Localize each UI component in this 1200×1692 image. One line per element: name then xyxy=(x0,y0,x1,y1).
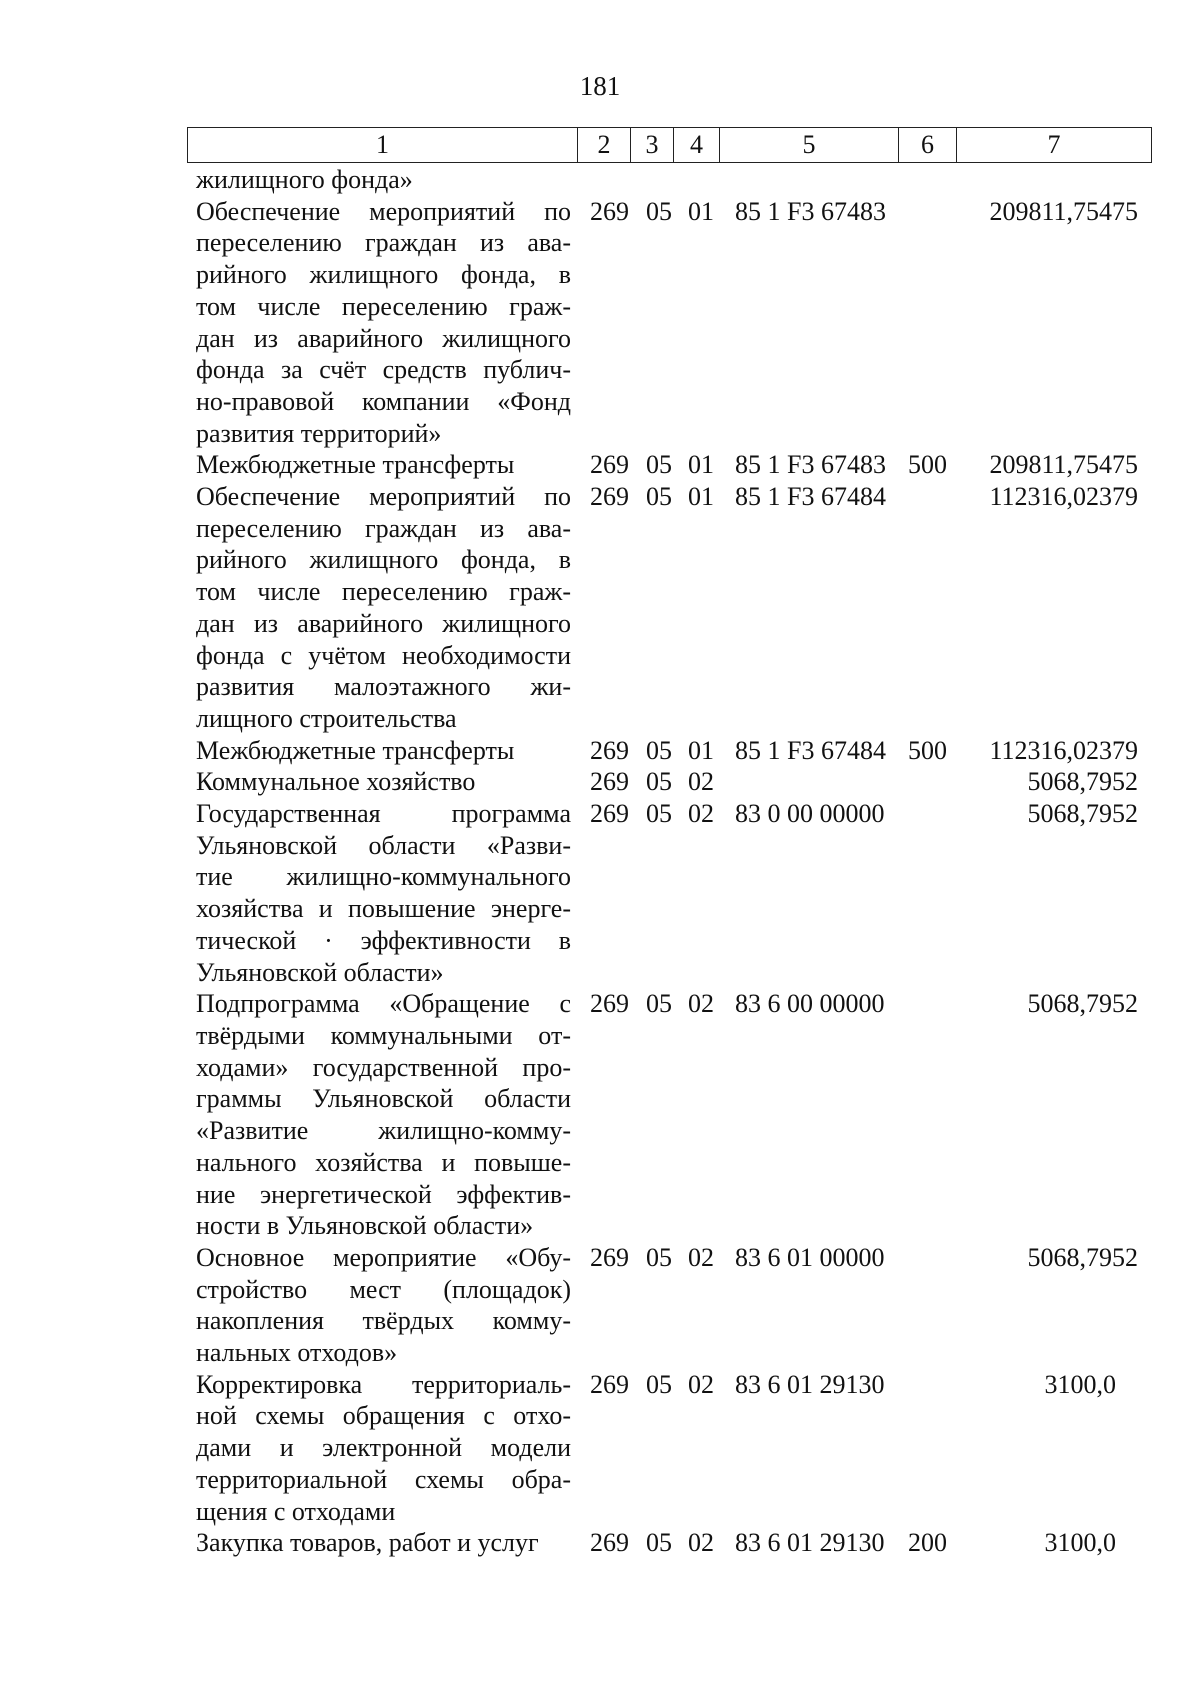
cell-col-3: 05 xyxy=(646,989,672,1019)
cell-col-2: 269 xyxy=(590,799,629,829)
cell-col-7: 112316,02379 xyxy=(989,482,1138,512)
cell-col-3: 05 xyxy=(646,450,672,480)
description-line: рийного жилищного фонда, в xyxy=(196,545,571,575)
description-line: фонда с учётом необходимости xyxy=(196,640,571,670)
description-line: Коммунальное хозяйство xyxy=(196,767,476,797)
description-line: твёрдыми коммунальными от- xyxy=(196,1020,571,1050)
cell-col-7: 5068,7952 xyxy=(1027,799,1138,829)
cell-col-3: 05 xyxy=(646,196,672,226)
description-line: Ульяновской области» xyxy=(196,957,444,987)
table-row xyxy=(0,196,1200,450)
column-header-1: 1 xyxy=(188,128,578,163)
description-line: дан из аварийного жилищного xyxy=(196,608,571,638)
cell-col-2: 269 xyxy=(590,1369,629,1399)
row-description xyxy=(196,481,571,735)
cell-col-5: 83 6 00 00000 xyxy=(735,989,885,1019)
table-row xyxy=(0,735,1200,767)
cell-col-2: 269 xyxy=(590,1242,629,1272)
description-line: Обеспечение мероприятий по xyxy=(196,482,571,512)
cell-col-2: 269 xyxy=(590,450,629,480)
column-header-4: 4 xyxy=(674,128,720,163)
cell-col-3: 05 xyxy=(646,482,672,512)
description-line: Подпрограмма «Обращение с xyxy=(196,989,571,1019)
cell-col-3: 05 xyxy=(646,1242,672,1272)
description-line: переселению граждан из ава- xyxy=(196,228,571,258)
cell-col-2: 269 xyxy=(590,1528,629,1558)
cell-col-3: 05 xyxy=(646,735,672,765)
row-description xyxy=(196,1527,571,1559)
description-line: стройство мест (площадок) xyxy=(196,1274,571,1304)
description-line: тической · эффективности в xyxy=(196,925,571,955)
description-line: рийного жилищного фонда, в xyxy=(196,260,571,290)
description-line: переселению граждан из ава- xyxy=(196,513,571,543)
description-line: дами и электронной модели xyxy=(196,1433,571,1463)
description-line: Корректировка территориаль- xyxy=(196,1369,571,1399)
cell-col-6: 500 xyxy=(908,735,947,765)
column-header-7: 7 xyxy=(957,128,1152,163)
cell-col-3: 05 xyxy=(646,1528,672,1558)
cell-col-4: 01 xyxy=(688,482,714,512)
description-line: граммы Ульяновской области xyxy=(196,1084,571,1114)
cell-col-2: 269 xyxy=(590,735,629,765)
column-header-table xyxy=(187,127,1152,163)
cell-col-7: 5068,7952 xyxy=(1027,767,1138,797)
cell-col-5: 83 6 01 29130 xyxy=(735,1528,885,1558)
table-row xyxy=(0,766,1200,798)
description-line: Межбюджетные трансферты xyxy=(196,735,515,765)
table-row xyxy=(0,449,1200,481)
description-line: щения с отходами xyxy=(196,1496,396,1526)
description-line: лищного строительства xyxy=(196,703,457,733)
cell-col-4: 01 xyxy=(688,735,714,765)
row-description xyxy=(196,798,571,988)
cell-col-6: 200 xyxy=(908,1528,947,1558)
description-line: хозяйства и повышение энерге- xyxy=(196,894,571,924)
cell-col-5: 85 1 F3 67483 xyxy=(735,450,886,480)
cell-col-4: 02 xyxy=(688,767,714,797)
description-line: развития малоэтажного жи- xyxy=(196,672,571,702)
row-description xyxy=(196,988,571,1242)
page-number: 181 xyxy=(579,71,621,101)
cell-col-3: 05 xyxy=(646,767,672,797)
description-line: Межбюджетные трансферты xyxy=(196,450,515,480)
cell-col-5: 83 0 00 00000 xyxy=(735,799,885,829)
table-row xyxy=(0,1369,1200,1528)
table-row xyxy=(0,988,1200,1242)
cell-col-7: 3100,0 xyxy=(1044,1528,1116,1558)
cell-col-5: 83 6 01 00000 xyxy=(735,1242,885,1272)
table-row xyxy=(0,481,1200,735)
description-line: ходами» государственной про- xyxy=(196,1052,571,1082)
table-row xyxy=(0,1527,1200,1559)
continuation-row xyxy=(0,164,1200,196)
row-description xyxy=(196,735,571,767)
column-header-3: 3 xyxy=(631,128,674,163)
description-line: «Развитие жилищно-комму- xyxy=(196,1116,571,1146)
cell-col-7: 3100,0 xyxy=(1044,1369,1116,1399)
description-line: развития территорий» xyxy=(196,418,442,448)
row-description xyxy=(196,766,571,798)
cell-col-3: 05 xyxy=(646,1369,672,1399)
description-line: том числе переселению граж- xyxy=(196,577,571,607)
cell-col-7: 209811,75475 xyxy=(989,196,1138,226)
table-body xyxy=(0,164,1200,1559)
column-header-2: 2 xyxy=(578,128,631,163)
cell-col-4: 01 xyxy=(688,450,714,480)
description-line: дан из аварийного жилищного xyxy=(196,323,571,353)
cell-col-6: 500 xyxy=(908,450,947,480)
cell-col-7: 5068,7952 xyxy=(1027,1242,1138,1272)
table-row xyxy=(0,798,1200,988)
cell-col-4: 02 xyxy=(688,799,714,829)
cell-col-5: 85 1 F3 67484 xyxy=(735,482,886,512)
cell-col-7: 112316,02379 xyxy=(989,735,1138,765)
cell-col-5: 85 1 F3 67483 xyxy=(735,196,886,226)
cell-col-7: 209811,75475 xyxy=(989,450,1138,480)
column-header-row xyxy=(188,128,1152,163)
description-line: тие жилищно-коммунального xyxy=(196,862,571,892)
description-line: накопления твёрдых комму- xyxy=(196,1306,571,1336)
cell-col-2: 269 xyxy=(590,989,629,1019)
table-row xyxy=(0,1242,1200,1369)
description-line: Обеспечение мероприятий по xyxy=(196,196,571,226)
cell-col-2: 269 xyxy=(590,482,629,512)
description-line: но-правовой компании «Фонд xyxy=(196,386,571,416)
cell-col-4: 02 xyxy=(688,989,714,1019)
description-line: Закупка товаров, работ и услуг xyxy=(196,1528,539,1558)
row-description xyxy=(196,196,571,450)
cell-col-4: 02 xyxy=(688,1242,714,1272)
cell-col-4: 02 xyxy=(688,1528,714,1558)
cell-col-5: 85 1 F3 67484 xyxy=(735,735,886,765)
cell-col-2: 269 xyxy=(590,196,629,226)
cell-col-4: 01 xyxy=(688,196,714,226)
cell-col-7: 5068,7952 xyxy=(1027,989,1138,1019)
cell-col-3: 05 xyxy=(646,799,672,829)
description-line: территориальной схемы обра- xyxy=(196,1464,571,1494)
description-line: Государственная программа xyxy=(196,799,571,829)
cell-col-5: 83 6 01 29130 xyxy=(735,1369,885,1399)
description-line: фонда за счёт средств публич- xyxy=(196,355,571,385)
description-line: ной схемы обращения с отхо- xyxy=(196,1401,571,1431)
description-line: том числе переселению граж- xyxy=(196,291,571,321)
cell-col-2: 269 xyxy=(590,767,629,797)
cell-col-4: 02 xyxy=(688,1369,714,1399)
column-header-6: 6 xyxy=(899,128,957,163)
description-line: ние энергетической эффектив- xyxy=(196,1179,571,1209)
description-line: ности в Ульяновской области» xyxy=(196,1211,534,1241)
continuation-text: жилищного фонда» xyxy=(196,165,413,194)
column-header-5: 5 xyxy=(720,128,899,163)
description-line: нальных отходов» xyxy=(196,1338,398,1368)
description-line: Ульяновской области «Разви- xyxy=(196,830,571,860)
description-line: нального хозяйства и повыше- xyxy=(196,1147,571,1177)
row-description xyxy=(196,1369,571,1528)
description-line: Основное мероприятие «Обу- xyxy=(196,1242,571,1272)
row-description xyxy=(196,449,571,481)
row-description xyxy=(196,1242,571,1369)
